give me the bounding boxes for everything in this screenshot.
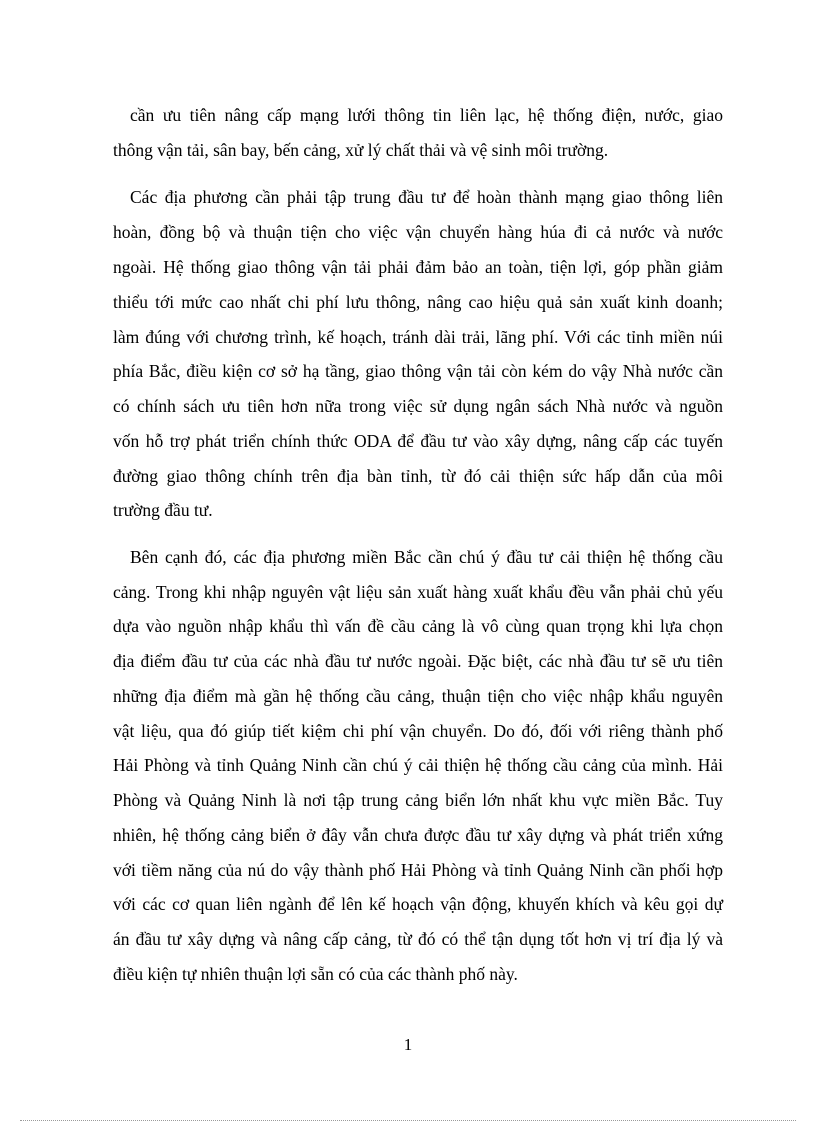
text-line: với các cơ quan liên ngành để lên kế hoạch vận động, khuyến khích và kêu gọi dự xyxy=(113,894,723,914)
text-line: đường giao thông chính trên địa bàn tỉnh, từ đó cải thiện sức hấp dẫn của môi xyxy=(113,466,723,486)
text-line: dựa vào nguồn nhập khẩu thì vấn đề cầu cảng là vô cùng quan trọng khi lựa chọn xyxy=(113,616,723,636)
page-bottom-divider xyxy=(20,1120,796,1121)
text-line: phía Bắc, điều kiện cơ sở hạ tầng, giao thông vận tải còn kém do vậy Nhà nước cần xyxy=(113,361,723,381)
text-line: với tiềm năng của nú do vậy thành phố Hải Phòng và tỉnh Quảng Ninh cần phối hợp xyxy=(113,860,723,880)
text-line: thông vận tải, sân bay, bến cảng, xử lý chất thải và vệ sinh môi trường. xyxy=(113,140,609,160)
text-line: vật liệu, qua đó giúp tiết kiệm chi phí vận chuyển. Do đó, đối với riêng thành phố xyxy=(113,721,723,741)
text-line: nhiên, hệ thống cảng biển ở đây vẫn chưa được đầu tư xây dựng và phát triển xứng xyxy=(113,825,723,845)
text-line: cảng. Trong khi nhập nguyên vật liệu sản xuất hàng xuất khẩu đều vẫn phải chủ yếu xyxy=(113,582,723,602)
text-line: điều kiện tự nhiên thuận lợi sẵn có của các thành phố này. xyxy=(113,964,518,984)
text-line: những địa điểm mà gần hệ thống cầu cảng, thuận tiện cho việc nhập khẩu nguyên xyxy=(113,686,723,706)
text-line: địa điểm đầu tư của các nhà đầu tư nước ngoài. Đặc biệt, các nhà đầu tư sẽ ưu tiên xyxy=(113,651,723,671)
text-line: Phòng và Quảng Ninh là nơi tập trung cảng biển lớn nhất khu vực miền Bắc. Tuy xyxy=(113,790,723,810)
text-line: hoàn, đồng bộ và thuận tiện cho việc vận chuyển hàng húa đi cả nước và nước xyxy=(113,222,723,242)
text-line: có chính sách ưu tiên hơn nữa trong việc sử dụng ngân sách Nhà nước và nguồn xyxy=(113,396,723,416)
text-line: cần ưu tiên nâng cấp mạng lưới thông tin liên lạc, hệ thống điện, nước, giao xyxy=(130,105,723,125)
text-line: trường đầu tư. xyxy=(113,500,213,520)
text-line: Bên cạnh đó, các địa phương miền Bắc cần chú ý đầu tư cải thiện hệ thống cầu xyxy=(130,547,723,567)
page-number: 1 xyxy=(403,1035,413,1054)
text-line: Các địa phương cần phải tập trung đầu tư để hoàn thành mạng giao thông liên xyxy=(130,187,723,207)
text-line: làm đúng với chương trình, kế hoạch, tránh dài trải, lãng phí. Với các tỉnh miền núi xyxy=(113,327,723,347)
text-line: Hải Phòng và tỉnh Quảng Ninh cần chú ý cải thiện hệ thống cầu cảng của mình. Hải xyxy=(113,755,723,775)
text-line: thiểu tới mức cao nhất chi phí lưu thông, nâng cao hiệu quả sản xuất kinh doanh; xyxy=(113,292,723,312)
text-line: vốn hỗ trợ phát triển chính thức ODA để đầu tư vào xây dựng, nâng cấp các tuyến xyxy=(113,431,723,451)
text-line: ngoài. Hệ thống giao thông vận tải phải đảm bảo an toàn, tiện lợi, góp phần giảm xyxy=(113,257,723,277)
text-line: án đầu tư xây dựng và nâng cấp cảng, từ đó có thể tận dụng tốt hơn vị trí địa lý và xyxy=(113,929,723,949)
